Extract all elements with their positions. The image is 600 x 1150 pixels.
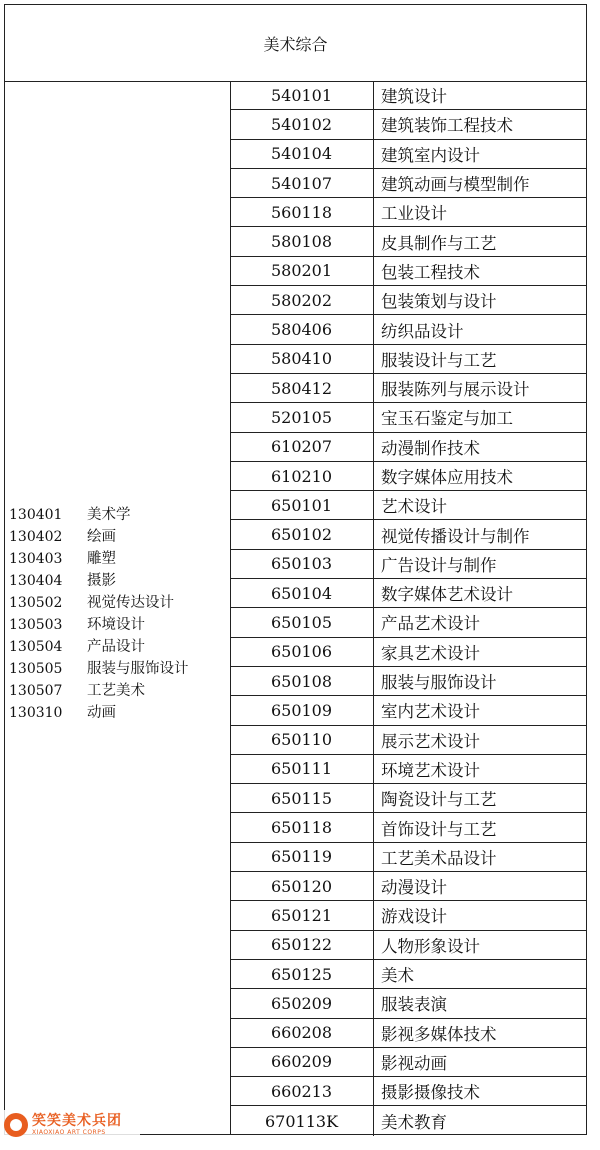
major-code: 130402 <box>9 529 63 545</box>
vocational-name-cell: 产品艺术设计 <box>374 608 587 637</box>
watermark-logo <box>0 1110 140 1140</box>
vocational-code-cell: 650103 <box>230 550 373 579</box>
vocational-name-cell: 美术 <box>374 960 587 989</box>
vocational-code-cell: 660208 <box>230 1019 373 1048</box>
vocational-name-cell: 服装设计与工艺 <box>374 345 587 374</box>
major-name: 动画 <box>87 705 116 721</box>
vocational-name-cell: 艺术设计 <box>374 491 587 520</box>
vocational-code-cell: 650120 <box>230 872 373 901</box>
vocational-code-cell: 610210 <box>230 462 373 491</box>
vocational-name-cell: 环境艺术设计 <box>374 755 587 784</box>
undergraduate-item <box>9 592 229 614</box>
vocational-code-cell: 650105 <box>230 608 373 637</box>
vocational-name-cell: 皮具制作与工艺 <box>374 227 587 256</box>
vocational-name-cell: 广告设计与制作 <box>374 550 587 579</box>
undergraduate-item <box>9 658 229 680</box>
vocational-code-cell: 540104 <box>230 140 373 169</box>
major-name: 雕塑 <box>87 551 116 567</box>
vocational-name-column <box>373 81 587 1136</box>
vocational-name-cell: 服装表演 <box>374 989 587 1018</box>
undergraduate-item <box>9 570 229 592</box>
vocational-code-cell: 650101 <box>230 491 373 520</box>
major-code: 130504 <box>9 639 63 655</box>
undergraduate-cell <box>5 81 231 1134</box>
undergraduate-item <box>9 636 229 658</box>
vocational-code-cell: 610207 <box>230 433 373 462</box>
vocational-name-cell: 展示艺术设计 <box>374 726 587 755</box>
vocational-code-cell: 580406 <box>230 315 373 344</box>
major-code: 130404 <box>9 573 63 589</box>
logo-text-cn: 笑笑美术兵团 <box>32 1113 122 1129</box>
vocational-code-cell: 580410 <box>230 345 373 374</box>
vocational-name-cell: 包装工程技术 <box>374 257 587 286</box>
vocational-name-cell: 建筑室内设计 <box>374 140 587 169</box>
vocational-code-cell: 650108 <box>230 667 373 696</box>
major-name: 环境设计 <box>87 617 145 633</box>
major-code: 130507 <box>9 683 63 699</box>
logo-text-en: XIAOXIAO ART CORPS <box>32 1129 106 1136</box>
vocational-name-cell: 工业设计 <box>374 198 587 227</box>
vocational-name-cell: 宝玉石鉴定与加工 <box>374 403 587 432</box>
vocational-code-cell: 560118 <box>230 198 373 227</box>
logo-mark-icon <box>4 1113 28 1137</box>
major-code: 130403 <box>9 551 63 567</box>
vocational-code-cell: 580412 <box>230 374 373 403</box>
vocational-name-cell: 影视多媒体技术 <box>374 1019 587 1048</box>
vocational-code-cell: 650110 <box>230 726 373 755</box>
vocational-code-cell: 520105 <box>230 403 373 432</box>
vocational-code-cell: 650106 <box>230 638 373 667</box>
major-code: 130502 <box>9 595 63 611</box>
vocational-code-column <box>230 81 373 1136</box>
vocational-code-cell: 650119 <box>230 843 373 872</box>
majors-table <box>4 4 587 1135</box>
undergraduate-list <box>9 504 229 724</box>
vocational-name-cell: 服装与服饰设计 <box>374 667 587 696</box>
major-name: 美术学 <box>87 507 131 523</box>
vocational-name-cell: 首饰设计与工艺 <box>374 813 587 842</box>
vocational-code-cell: 650109 <box>230 696 373 725</box>
major-code: 130401 <box>9 507 63 523</box>
undergraduate-item <box>9 702 229 724</box>
major-name: 工艺美术 <box>87 683 145 699</box>
vocational-name-cell: 数字媒体应用技术 <box>374 462 587 491</box>
vocational-code-cell: 540107 <box>230 169 373 198</box>
vocational-name-cell: 摄影摄像技术 <box>374 1077 587 1106</box>
vocational-code-cell: 650115 <box>230 784 373 813</box>
vocational-name-cell: 美术教育 <box>381 1113 447 1133</box>
vocational-name-cell: 服装陈列与展示设计 <box>374 374 587 403</box>
vocational-name-cell: 建筑动画与模型制作 <box>374 169 587 198</box>
vocational-name-cell: 人物形象设计 <box>374 931 587 960</box>
vocational-code-cell: 650122 <box>230 931 373 960</box>
major-name: 摄影 <box>87 573 116 589</box>
vocational-code-cell: 650102 <box>230 520 373 549</box>
vocational-code-cell: 650118 <box>230 813 373 842</box>
vocational-name-cell: 动漫设计 <box>374 872 587 901</box>
vocational-name-cell: 工艺美术品设计 <box>374 843 587 872</box>
vocational-name-cell: 纺织品设计 <box>374 315 587 344</box>
vocational-code-cell: 650104 <box>230 579 373 608</box>
major-code: 130310 <box>9 705 63 721</box>
vocational-code-cell: 580202 <box>230 286 373 315</box>
vocational-code-cell: 660213 <box>230 1077 373 1106</box>
vocational-code-cell: 650209 <box>230 989 373 1018</box>
vocational-code-cell: 540102 <box>230 110 373 139</box>
undergraduate-item <box>9 526 229 548</box>
undergraduate-item <box>9 614 229 636</box>
vocational-name-cell: 建筑装饰工程技术 <box>374 110 587 139</box>
vocational-code-cell: 670113K <box>264 1111 339 1131</box>
undergraduate-item <box>9 504 229 526</box>
vocational-name-cell: 包装策划与设计 <box>374 286 587 315</box>
major-name: 服装与服饰设计 <box>87 661 189 677</box>
vocational-name-cell: 游戏设计 <box>374 901 587 930</box>
undergraduate-item <box>9 680 229 702</box>
vocational-name-cell: 室内艺术设计 <box>374 696 587 725</box>
vocational-name-cell: 数字媒体艺术设计 <box>374 579 587 608</box>
vocational-name-cell: 陶瓷设计与工艺 <box>374 784 587 813</box>
vocational-code-cell: 540101 <box>230 81 373 110</box>
vocational-name-cell: 视觉传播设计与制作 <box>374 520 587 549</box>
vocational-name-cell: 家具艺术设计 <box>374 638 587 667</box>
major-name: 视觉传达设计 <box>87 595 174 611</box>
vocational-code-cell: 650111 <box>230 755 373 784</box>
major-code: 130505 <box>9 661 63 677</box>
vocational-code-cell: 650121 <box>230 901 373 930</box>
major-code: 130503 <box>9 617 63 633</box>
vocational-code-cell: 580108 <box>230 227 373 256</box>
vocational-name-cell: 动漫制作技术 <box>374 433 587 462</box>
vocational-code-cell: 580201 <box>230 257 373 286</box>
major-name: 产品设计 <box>87 639 145 655</box>
table-title: 美术综合 <box>5 5 586 82</box>
vocational-name-cell: 影视动画 <box>374 1048 587 1077</box>
undergraduate-item <box>9 548 229 570</box>
vocational-code-cell: 660209 <box>230 1048 373 1077</box>
vocational-name-cell: 建筑设计 <box>374 81 587 110</box>
vocational-code-cell: 650125 <box>230 960 373 989</box>
major-name: 绘画 <box>87 529 116 545</box>
